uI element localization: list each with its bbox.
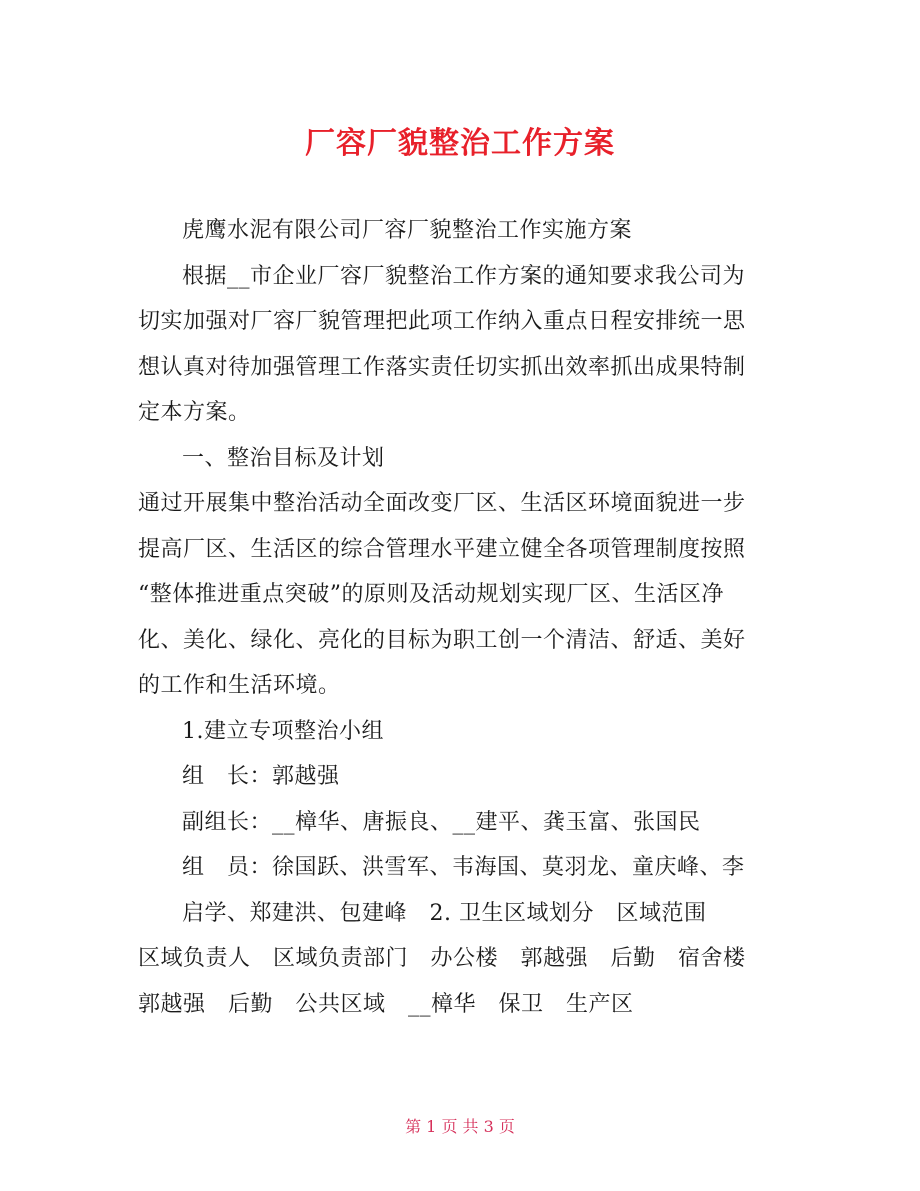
section-heading: 一、整治目标及计划 [182,445,385,471]
paragraph-line: 通过开展集中整治活动全面改变厂区、生活区环境面貌进一步 [138,491,746,516]
paragraph-line: 郭越强 后勤 公共区域 __樟华 保卫 生产区 [138,991,634,1017]
deputy-leader-line: 副组长：__樟华、唐振良、__建平、龚玉富、张国民 [182,809,701,835]
page-footer: 第 1 页 共 3 页 [405,1117,515,1136]
subtitle-line: 虎鹰水泥有限公司厂容厂貌整治工作实施方案 [182,218,633,243]
group-leader-line: 组 长：郭越强 [182,764,340,789]
paragraph-line: 区域负责人 区域负责部门 办公楼 郭越强 后勤 宿舍楼 [138,946,746,971]
members-line: 组 员：徐国跃、洪雪军、韦海国、莫羽龙、童庆峰、李 [182,855,745,880]
paragraph-line: 根据__市企业厂容厂貌整治工作方案的通知要求我公司为 [182,263,746,289]
paragraph-line: 启学、郑建洪、包建峰 2. 卫生区域划分 区域范围 [182,900,707,926]
paragraph-line: 提高厂区、生活区的综合管理水平建立健全各项管理制度按照 [138,536,746,562]
paragraph-line: 想认真对待加强管理工作落实责任切实抓出效率抓出成果特制 [138,354,746,380]
paragraph-line: 切实加强对厂容厂貌管理把此项工作纳入重点日程安排统一思 [138,309,746,334]
paragraph-line: “整体推进重点突破”的原则及活动规划实现厂区、生活区净 [138,582,724,607]
subsection-heading: 1.建立专项整治小组 [182,718,384,744]
document-title: 厂容厂貌整治工作方案 [305,126,615,161]
paragraph-line: 定本方案。 [138,400,251,425]
paragraph-line: 化、美化、绿化、亮化的目标为职工创一个清洁、舒适、美好 [138,627,746,653]
document-body [138,208,786,1027]
paragraph-line: 的工作和生活环境。 [138,673,341,698]
